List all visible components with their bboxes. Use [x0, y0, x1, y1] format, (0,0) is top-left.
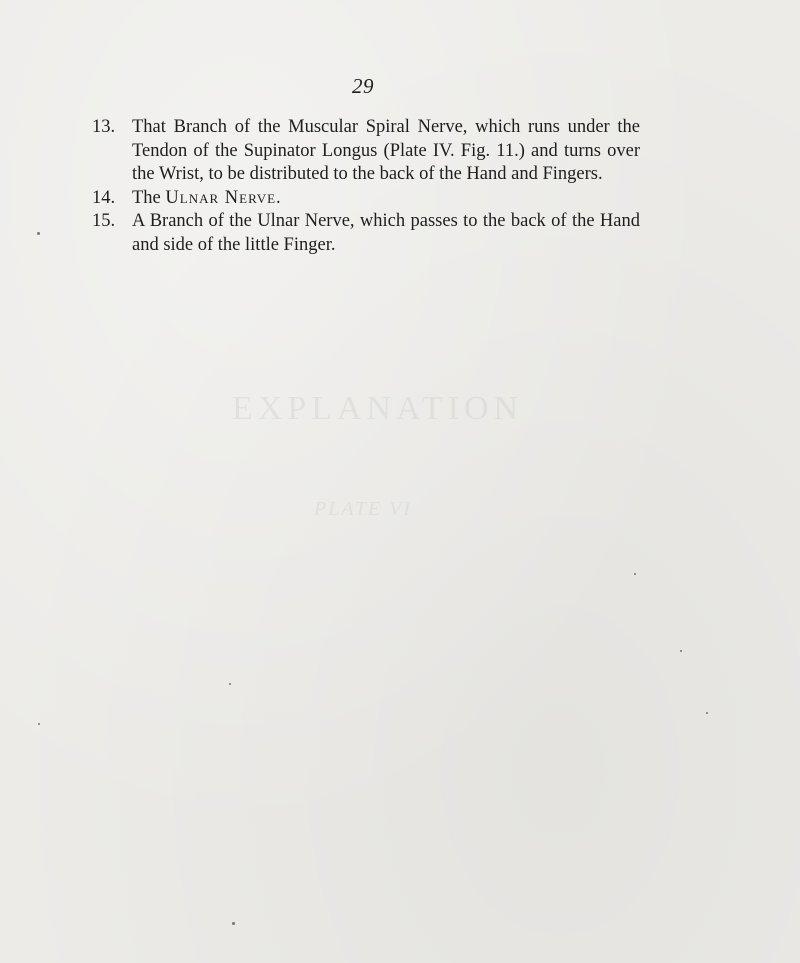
- list-item: [92, 116, 640, 187]
- entry-text: A Branch of the Ulnar Nerve, which passes to the back of the Hand and side of the little Finger.: [132, 211, 640, 255]
- entry-text: [132, 188, 281, 208]
- entry-number: 15.: [92, 211, 116, 232]
- list-item: [92, 210, 640, 257]
- paper-speck: [37, 232, 40, 235]
- paper-speck: [229, 683, 231, 685]
- list-item: [92, 187, 640, 211]
- entry-text: That Branch of the Muscular Spiral Nerve, which runs under the Tendon of the Supinator Longus (Plate IV. Fig. 11.) and turns over the Wrist, to be distributed to the back of the Hand and Fingers.: [132, 117, 640, 185]
- page-number: 29: [352, 74, 374, 98]
- paper-speck: [680, 650, 682, 652]
- entry-number: 13.: [92, 117, 116, 137]
- paper-speck: [634, 573, 636, 575]
- show-through-subtitle: PLATE VI: [314, 498, 413, 520]
- entry-list: [92, 116, 640, 258]
- paper-speck: [232, 922, 235, 925]
- show-through-title: EXPLANATION: [232, 390, 524, 427]
- entry-number: 14.: [92, 187, 116, 208]
- entry-text-smallcaps: Ulnar Nerve: [165, 187, 277, 208]
- entry-text-prefix: The: [132, 187, 166, 208]
- paper-speck: [38, 723, 40, 725]
- entry-text-suffix: .: [276, 187, 281, 208]
- paper-speck: [706, 712, 708, 714]
